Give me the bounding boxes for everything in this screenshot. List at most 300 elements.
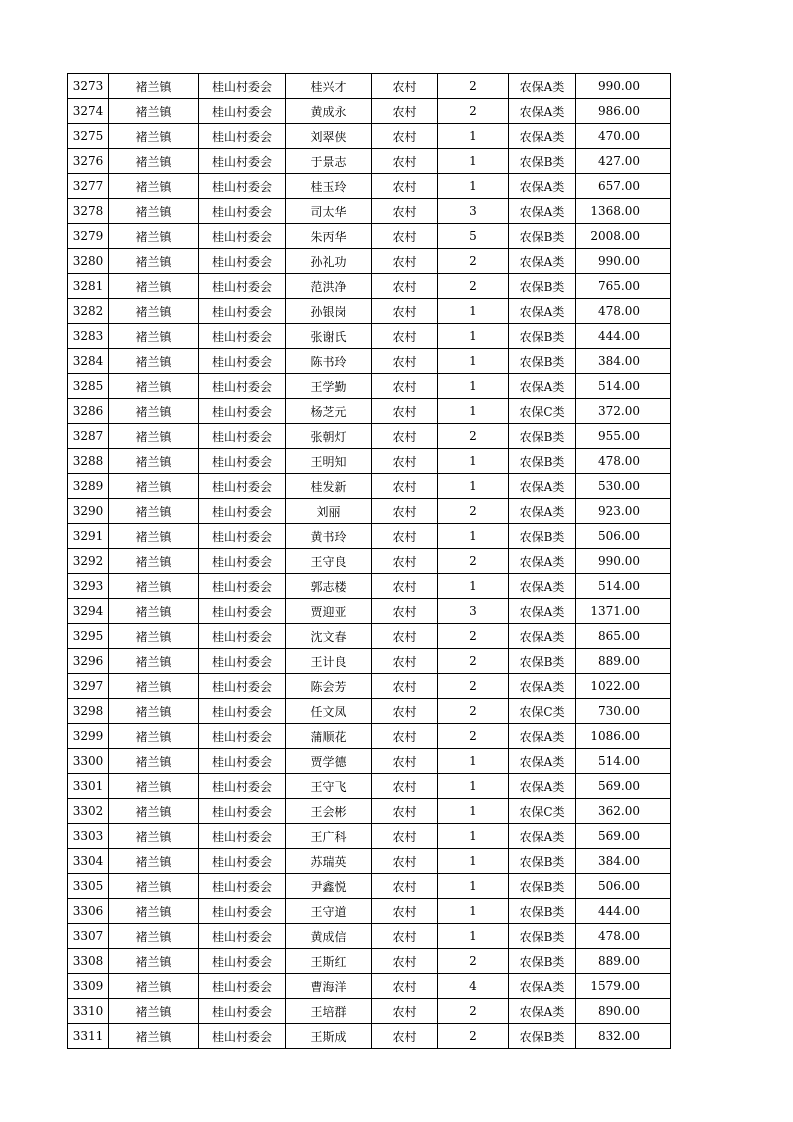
insurance-category-cell: 农保B类: [509, 224, 576, 249]
area-type-cell: 农村: [372, 324, 438, 349]
name-cell: 曹海洋: [286, 974, 372, 999]
table-row: [68, 999, 671, 1024]
insurance-category-cell: 农保A类: [509, 774, 576, 799]
allowance-table: [67, 73, 671, 1049]
area-type-cell: 农村: [372, 799, 438, 824]
amount-cell: 569.00: [576, 824, 671, 849]
name-cell: 杨芝元: [286, 399, 372, 424]
amount-cell: 1086.00: [576, 724, 671, 749]
name-cell: 孙礼功: [286, 249, 372, 274]
village-committee-cell: 桂山村委会: [199, 824, 286, 849]
amount-cell: 1022.00: [576, 674, 671, 699]
amount-cell: 1371.00: [576, 599, 671, 624]
town-cell: 褚兰镇: [109, 749, 199, 774]
area-type-cell: 农村: [372, 974, 438, 999]
town-cell: 褚兰镇: [109, 599, 199, 624]
row-number-cell: 3311: [68, 1024, 109, 1049]
name-cell: 黄成永: [286, 99, 372, 124]
household-count-cell: 1: [438, 874, 509, 899]
row-number-cell: 3305: [68, 874, 109, 899]
row-number-cell: 3279: [68, 224, 109, 249]
town-cell: 褚兰镇: [109, 649, 199, 674]
household-count-cell: 4: [438, 974, 509, 999]
village-committee-cell: 桂山村委会: [199, 799, 286, 824]
insurance-category-cell: 农保C类: [509, 399, 576, 424]
table-row: [68, 574, 671, 599]
household-count-cell: 1: [438, 749, 509, 774]
row-number-cell: 3295: [68, 624, 109, 649]
insurance-category-cell: 农保B类: [509, 324, 576, 349]
household-count-cell: 2: [438, 999, 509, 1024]
town-cell: 褚兰镇: [109, 824, 199, 849]
town-cell: 褚兰镇: [109, 174, 199, 199]
amount-cell: 986.00: [576, 99, 671, 124]
town-cell: 褚兰镇: [109, 924, 199, 949]
row-number-cell: 3276: [68, 149, 109, 174]
town-cell: 褚兰镇: [109, 774, 199, 799]
amount-cell: 955.00: [576, 424, 671, 449]
row-number-cell: 3277: [68, 174, 109, 199]
row-number-cell: 3301: [68, 774, 109, 799]
row-number-cell: 3294: [68, 599, 109, 624]
table-row: [68, 699, 671, 724]
town-cell: 褚兰镇: [109, 349, 199, 374]
village-committee-cell: 桂山村委会: [199, 949, 286, 974]
area-type-cell: 农村: [372, 74, 438, 99]
town-cell: 褚兰镇: [109, 99, 199, 124]
household-count-cell: 1: [438, 349, 509, 374]
name-cell: 王守道: [286, 899, 372, 924]
name-cell: 桂兴才: [286, 74, 372, 99]
row-number-cell: 3299: [68, 724, 109, 749]
village-committee-cell: 桂山村委会: [199, 749, 286, 774]
town-cell: 褚兰镇: [109, 949, 199, 974]
village-committee-cell: 桂山村委会: [199, 374, 286, 399]
village-committee-cell: 桂山村委会: [199, 499, 286, 524]
insurance-category-cell: 农保A类: [509, 299, 576, 324]
area-type-cell: 农村: [372, 874, 438, 899]
name-cell: 范洪净: [286, 274, 372, 299]
name-cell: 贾学德: [286, 749, 372, 774]
table-row: [68, 924, 671, 949]
town-cell: 褚兰镇: [109, 399, 199, 424]
town-cell: 褚兰镇: [109, 899, 199, 924]
name-cell: 苏瑞英: [286, 849, 372, 874]
village-committee-cell: 桂山村委会: [199, 424, 286, 449]
town-cell: 褚兰镇: [109, 549, 199, 574]
row-number-cell: 3309: [68, 974, 109, 999]
insurance-category-cell: 农保B类: [509, 524, 576, 549]
row-number-cell: 3288: [68, 449, 109, 474]
town-cell: 褚兰镇: [109, 624, 199, 649]
town-cell: 褚兰镇: [109, 849, 199, 874]
name-cell: 王广科: [286, 824, 372, 849]
household-count-cell: 2: [438, 499, 509, 524]
household-count-cell: 2: [438, 624, 509, 649]
amount-cell: 865.00: [576, 624, 671, 649]
village-committee-cell: 桂山村委会: [199, 224, 286, 249]
area-type-cell: 农村: [372, 524, 438, 549]
town-cell: 褚兰镇: [109, 199, 199, 224]
table-row: [68, 624, 671, 649]
village-committee-cell: 桂山村委会: [199, 99, 286, 124]
village-committee-cell: 桂山村委会: [199, 474, 286, 499]
name-cell: 桂发新: [286, 474, 372, 499]
household-count-cell: 1: [438, 149, 509, 174]
name-cell: 王守良: [286, 549, 372, 574]
table-row: [68, 499, 671, 524]
area-type-cell: 农村: [372, 374, 438, 399]
area-type-cell: 农村: [372, 299, 438, 324]
household-count-cell: 1: [438, 374, 509, 399]
insurance-category-cell: 农保B类: [509, 449, 576, 474]
row-number-cell: 3303: [68, 824, 109, 849]
village-committee-cell: 桂山村委会: [199, 1024, 286, 1049]
amount-cell: 832.00: [576, 1024, 671, 1049]
insurance-category-cell: 农保A类: [509, 499, 576, 524]
table-row: [68, 849, 671, 874]
row-number-cell: 3308: [68, 949, 109, 974]
household-count-cell: 2: [438, 274, 509, 299]
name-cell: 司太华: [286, 199, 372, 224]
area-type-cell: 农村: [372, 449, 438, 474]
row-number-cell: 3286: [68, 399, 109, 424]
village-committee-cell: 桂山村委会: [199, 724, 286, 749]
household-count-cell: 1: [438, 899, 509, 924]
town-cell: 褚兰镇: [109, 1024, 199, 1049]
household-count-cell: 2: [438, 424, 509, 449]
row-number-cell: 3300: [68, 749, 109, 774]
household-count-cell: 3: [438, 199, 509, 224]
town-cell: 褚兰镇: [109, 674, 199, 699]
village-committee-cell: 桂山村委会: [199, 899, 286, 924]
table-row: [68, 174, 671, 199]
amount-cell: 765.00: [576, 274, 671, 299]
household-count-cell: 1: [438, 774, 509, 799]
village-committee-cell: 桂山村委会: [199, 849, 286, 874]
insurance-category-cell: 农保C类: [509, 799, 576, 824]
household-count-cell: 1: [438, 324, 509, 349]
table-row: [68, 899, 671, 924]
household-count-cell: 2: [438, 99, 509, 124]
name-cell: 孙银岗: [286, 299, 372, 324]
household-count-cell: 2: [438, 949, 509, 974]
household-count-cell: 1: [438, 524, 509, 549]
area-type-cell: 农村: [372, 499, 438, 524]
table-row: [68, 549, 671, 574]
area-type-cell: 农村: [372, 474, 438, 499]
table-row: [68, 874, 671, 899]
village-committee-cell: 桂山村委会: [199, 399, 286, 424]
household-count-cell: 2: [438, 699, 509, 724]
row-number-cell: 3306: [68, 899, 109, 924]
row-number-cell: 3293: [68, 574, 109, 599]
area-type-cell: 农村: [372, 824, 438, 849]
insurance-category-cell: 农保A类: [509, 974, 576, 999]
table-row: [68, 449, 671, 474]
town-cell: 褚兰镇: [109, 374, 199, 399]
insurance-category-cell: 农保A类: [509, 549, 576, 574]
table-row: [68, 349, 671, 374]
table-row: [68, 1024, 671, 1049]
village-committee-cell: 桂山村委会: [199, 699, 286, 724]
town-cell: 褚兰镇: [109, 499, 199, 524]
insurance-category-cell: 农保C类: [509, 699, 576, 724]
name-cell: 王守飞: [286, 774, 372, 799]
row-number-cell: 3292: [68, 549, 109, 574]
table-row: [68, 149, 671, 174]
area-type-cell: 农村: [372, 1024, 438, 1049]
amount-cell: 362.00: [576, 799, 671, 824]
village-committee-cell: 桂山村委会: [199, 74, 286, 99]
area-type-cell: 农村: [372, 224, 438, 249]
table-row: [68, 599, 671, 624]
table-row: [68, 399, 671, 424]
amount-cell: 506.00: [576, 874, 671, 899]
row-number-cell: 3283: [68, 324, 109, 349]
town-cell: 褚兰镇: [109, 74, 199, 99]
village-committee-cell: 桂山村委会: [199, 349, 286, 374]
village-committee-cell: 桂山村委会: [199, 274, 286, 299]
household-count-cell: 1: [438, 849, 509, 874]
village-committee-cell: 桂山村委会: [199, 774, 286, 799]
area-type-cell: 农村: [372, 424, 438, 449]
household-count-cell: 1: [438, 824, 509, 849]
household-count-cell: 1: [438, 574, 509, 599]
amount-cell: 478.00: [576, 449, 671, 474]
area-type-cell: 农村: [372, 924, 438, 949]
village-committee-cell: 桂山村委会: [199, 924, 286, 949]
table-row: [68, 799, 671, 824]
amount-cell: 384.00: [576, 849, 671, 874]
row-number-cell: 3289: [68, 474, 109, 499]
amount-cell: 514.00: [576, 574, 671, 599]
town-cell: 褚兰镇: [109, 224, 199, 249]
amount-cell: 657.00: [576, 174, 671, 199]
village-committee-cell: 桂山村委会: [199, 574, 286, 599]
insurance-category-cell: 农保B类: [509, 649, 576, 674]
town-cell: 褚兰镇: [109, 699, 199, 724]
table-row: [68, 199, 671, 224]
name-cell: 王学勤: [286, 374, 372, 399]
area-type-cell: 农村: [372, 399, 438, 424]
area-type-cell: 农村: [372, 574, 438, 599]
name-cell: 王会彬: [286, 799, 372, 824]
area-type-cell: 农村: [372, 849, 438, 874]
amount-cell: 384.00: [576, 349, 671, 374]
insurance-category-cell: 农保B类: [509, 924, 576, 949]
name-cell: 任文凤: [286, 699, 372, 724]
village-committee-cell: 桂山村委会: [199, 649, 286, 674]
amount-cell: 514.00: [576, 374, 671, 399]
name-cell: 黄书玲: [286, 524, 372, 549]
insurance-category-cell: 农保B类: [509, 424, 576, 449]
town-cell: 褚兰镇: [109, 474, 199, 499]
table-row: [68, 74, 671, 99]
area-type-cell: 农村: [372, 99, 438, 124]
village-committee-cell: 桂山村委会: [199, 174, 286, 199]
table-row: [68, 324, 671, 349]
village-committee-cell: 桂山村委会: [199, 599, 286, 624]
household-count-cell: 3: [438, 599, 509, 624]
name-cell: 沈文春: [286, 624, 372, 649]
table-row: [68, 824, 671, 849]
town-cell: 褚兰镇: [109, 524, 199, 549]
amount-cell: 2008.00: [576, 224, 671, 249]
insurance-category-cell: 农保A类: [509, 124, 576, 149]
table-row: [68, 774, 671, 799]
household-count-cell: 2: [438, 74, 509, 99]
town-cell: 褚兰镇: [109, 324, 199, 349]
table-row: [68, 749, 671, 774]
area-type-cell: 农村: [372, 724, 438, 749]
household-count-cell: 1: [438, 924, 509, 949]
table-row: [68, 249, 671, 274]
name-cell: 张谢氏: [286, 324, 372, 349]
insurance-category-cell: 农保A类: [509, 674, 576, 699]
amount-cell: 890.00: [576, 999, 671, 1024]
amount-cell: 569.00: [576, 774, 671, 799]
name-cell: 陈书玲: [286, 349, 372, 374]
name-cell: 王计良: [286, 649, 372, 674]
household-count-cell: 5: [438, 224, 509, 249]
insurance-category-cell: 农保A类: [509, 99, 576, 124]
insurance-category-cell: 农保A类: [509, 374, 576, 399]
insurance-category-cell: 农保B类: [509, 274, 576, 299]
household-count-cell: 1: [438, 799, 509, 824]
table-row: [68, 424, 671, 449]
amount-cell: 1368.00: [576, 199, 671, 224]
household-count-cell: 2: [438, 674, 509, 699]
name-cell: 尹鑫悦: [286, 874, 372, 899]
table-row: [68, 724, 671, 749]
amount-cell: 372.00: [576, 399, 671, 424]
row-number-cell: 3297: [68, 674, 109, 699]
name-cell: 陈会芳: [286, 674, 372, 699]
household-count-cell: 1: [438, 124, 509, 149]
town-cell: 褚兰镇: [109, 124, 199, 149]
town-cell: 褚兰镇: [109, 999, 199, 1024]
town-cell: 褚兰镇: [109, 449, 199, 474]
name-cell: 于景志: [286, 149, 372, 174]
household-count-cell: 1: [438, 299, 509, 324]
insurance-category-cell: 农保A类: [509, 599, 576, 624]
amount-cell: 923.00: [576, 499, 671, 524]
village-committee-cell: 桂山村委会: [199, 199, 286, 224]
insurance-category-cell: 农保A类: [509, 574, 576, 599]
row-number-cell: 3310: [68, 999, 109, 1024]
town-cell: 褚兰镇: [109, 574, 199, 599]
household-count-cell: 1: [438, 449, 509, 474]
row-number-cell: 3273: [68, 74, 109, 99]
household-count-cell: 1: [438, 474, 509, 499]
area-type-cell: 农村: [372, 249, 438, 274]
town-cell: 褚兰镇: [109, 724, 199, 749]
amount-cell: 506.00: [576, 524, 671, 549]
village-committee-cell: 桂山村委会: [199, 299, 286, 324]
row-number-cell: 3304: [68, 849, 109, 874]
area-type-cell: 农村: [372, 599, 438, 624]
area-type-cell: 农村: [372, 174, 438, 199]
town-cell: 褚兰镇: [109, 799, 199, 824]
insurance-category-cell: 农保A类: [509, 624, 576, 649]
area-type-cell: 农村: [372, 549, 438, 574]
amount-cell: 990.00: [576, 549, 671, 574]
household-count-cell: 2: [438, 649, 509, 674]
table-row: [68, 124, 671, 149]
amount-cell: 990.00: [576, 249, 671, 274]
village-committee-cell: 桂山村委会: [199, 624, 286, 649]
area-type-cell: 农村: [372, 624, 438, 649]
row-number-cell: 3282: [68, 299, 109, 324]
area-type-cell: 农村: [372, 349, 438, 374]
household-count-cell: 2: [438, 1024, 509, 1049]
insurance-category-cell: 农保A类: [509, 474, 576, 499]
village-committee-cell: 桂山村委会: [199, 549, 286, 574]
amount-cell: 730.00: [576, 699, 671, 724]
area-type-cell: 农村: [372, 199, 438, 224]
table-row: [68, 224, 671, 249]
town-cell: 褚兰镇: [109, 299, 199, 324]
town-cell: 褚兰镇: [109, 874, 199, 899]
town-cell: 褚兰镇: [109, 249, 199, 274]
amount-cell: 478.00: [576, 299, 671, 324]
area-type-cell: 农村: [372, 699, 438, 724]
row-number-cell: 3298: [68, 699, 109, 724]
insurance-category-cell: 农保A类: [509, 199, 576, 224]
name-cell: 张朝灯: [286, 424, 372, 449]
table-body: [68, 74, 671, 1049]
table-row: [68, 649, 671, 674]
insurance-category-cell: 农保A类: [509, 999, 576, 1024]
village-committee-cell: 桂山村委会: [199, 124, 286, 149]
name-cell: 桂玉玲: [286, 174, 372, 199]
village-committee-cell: 桂山村委会: [199, 974, 286, 999]
row-number-cell: 3275: [68, 124, 109, 149]
insurance-category-cell: 农保B类: [509, 949, 576, 974]
row-number-cell: 3274: [68, 99, 109, 124]
amount-cell: 444.00: [576, 899, 671, 924]
insurance-category-cell: 农保A类: [509, 724, 576, 749]
amount-cell: 1579.00: [576, 974, 671, 999]
table-row: [68, 974, 671, 999]
name-cell: 朱丙华: [286, 224, 372, 249]
town-cell: 褚兰镇: [109, 974, 199, 999]
amount-cell: 444.00: [576, 324, 671, 349]
amount-cell: 427.00: [576, 149, 671, 174]
insurance-category-cell: 农保A类: [509, 749, 576, 774]
amount-cell: 478.00: [576, 924, 671, 949]
name-cell: 王明知: [286, 449, 372, 474]
table-row: [68, 524, 671, 549]
household-count-cell: 2: [438, 249, 509, 274]
row-number-cell: 3280: [68, 249, 109, 274]
row-number-cell: 3291: [68, 524, 109, 549]
household-count-cell: 2: [438, 549, 509, 574]
village-committee-cell: 桂山村委会: [199, 324, 286, 349]
table-row: [68, 474, 671, 499]
insurance-category-cell: 农保A类: [509, 249, 576, 274]
table-row: [68, 374, 671, 399]
insurance-category-cell: 农保B类: [509, 149, 576, 174]
name-cell: 郭志楼: [286, 574, 372, 599]
area-type-cell: 农村: [372, 674, 438, 699]
name-cell: 刘丽: [286, 499, 372, 524]
amount-cell: 514.00: [576, 749, 671, 774]
area-type-cell: 农村: [372, 149, 438, 174]
table-row: [68, 299, 671, 324]
name-cell: 王斯红: [286, 949, 372, 974]
